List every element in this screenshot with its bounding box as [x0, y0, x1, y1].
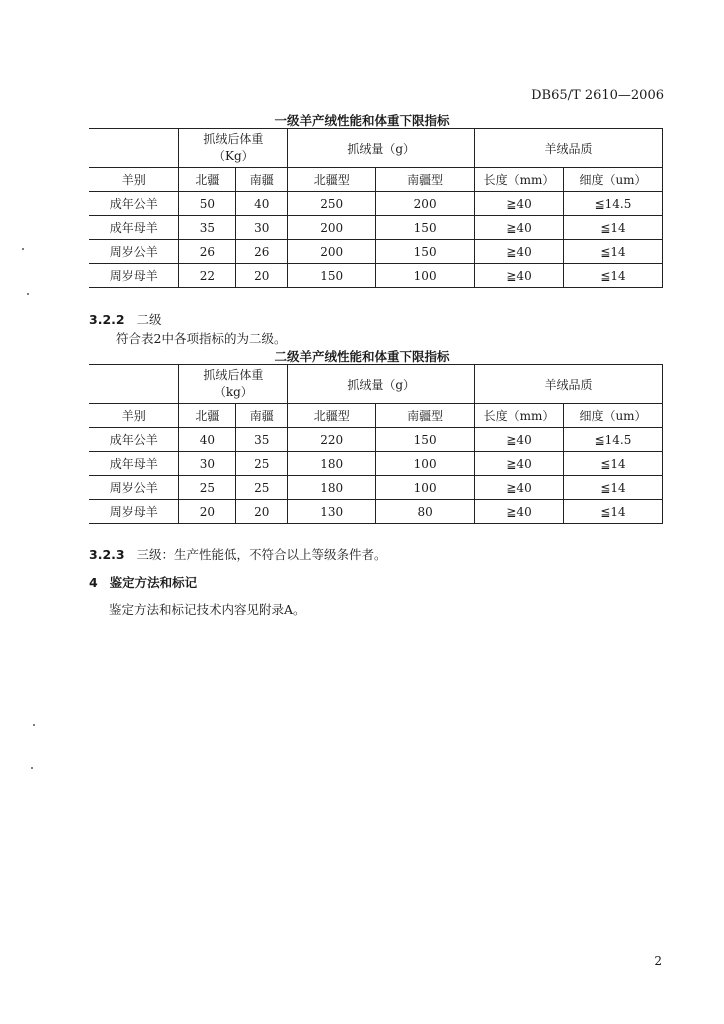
table-cell: 150 [376, 428, 475, 452]
section-title: 二级 [136, 312, 162, 327]
table-cell: 周岁母羊 [89, 264, 179, 288]
section-4-body: 鉴定方法和标记技术内容见附录A。 [109, 602, 306, 617]
page-number: 2 [654, 954, 662, 968]
section-body: 三级：生产性能低，不符合以上等级条件者。 [136, 547, 387, 562]
table1-quality-header: 羊绒品质 [475, 129, 663, 168]
table-cell: 80 [376, 500, 475, 524]
scan-speck [27, 293, 29, 295]
table-cell: 25 [179, 476, 236, 500]
table-cell: 40 [236, 192, 288, 216]
document-id: DB65/T 2610—2006 [531, 88, 664, 103]
table-cell: 20 [179, 500, 236, 524]
section-number: 3.2.3 [89, 547, 125, 562]
section-3-2-2-body: 符合表2中各项指标的为二级。 [116, 331, 287, 346]
table1-weight-header: 抓绒后体重 （Kg） [179, 129, 288, 168]
table2-subheader-row [89, 404, 663, 428]
table-row [89, 192, 663, 216]
table-cell: 30 [236, 216, 288, 240]
section-number: 4 [89, 575, 98, 590]
table2-col-header: 北疆型 [288, 404, 376, 428]
table-row [89, 240, 663, 264]
section-3-2-3 [89, 545, 387, 563]
table-cell: ≦14.5 [564, 428, 663, 452]
section-number: 3.2.2 [89, 312, 125, 327]
table-row [89, 500, 663, 524]
table2-col-header: 南疆 [236, 404, 288, 428]
scan-speck [31, 767, 33, 769]
table-cell: 26 [236, 240, 288, 264]
table-cell: 150 [288, 264, 376, 288]
table-cell: 130 [288, 500, 376, 524]
table-row [89, 264, 663, 288]
table-cell: 25 [236, 476, 288, 500]
table2-weight-header: 抓绒后体重 （kg） [179, 365, 288, 404]
table-cell: ≧40 [475, 240, 564, 264]
table-cell: 周岁母羊 [89, 500, 179, 524]
table-cell: 成年母羊 [89, 452, 179, 476]
table-cell: ≦14.5 [564, 192, 663, 216]
table-row [89, 216, 663, 240]
table-row [89, 452, 663, 476]
table1-col-header: 长度（mm） [475, 168, 564, 192]
table2-quality-header: 羊绒品质 [475, 365, 663, 404]
table-cell: 100 [376, 476, 475, 500]
table-cell: ≧40 [475, 264, 564, 288]
section-4-heading [89, 573, 197, 591]
table-cell: ≦14 [564, 240, 663, 264]
table-cell: 50 [179, 192, 236, 216]
table-cell: 成年母羊 [89, 216, 179, 240]
table1-col-header: 南疆 [236, 168, 288, 192]
section-title: 鉴定方法和标记 [109, 575, 198, 590]
table-cell: 100 [376, 452, 475, 476]
table-cell: 30 [179, 452, 236, 476]
table-cell: 220 [288, 428, 376, 452]
table-row [89, 476, 663, 500]
table-cell: ≦14 [564, 476, 663, 500]
table-cell: 22 [179, 264, 236, 288]
table-cell: 35 [179, 216, 236, 240]
table1-col-header: 北疆型 [288, 168, 376, 192]
table-cell: 100 [376, 264, 475, 288]
table-cell: 成年公羊 [89, 428, 179, 452]
table-cell: 180 [288, 476, 376, 500]
table1-col-header: 羊别 [89, 168, 179, 192]
table2 [89, 364, 663, 524]
table-cell: 200 [376, 192, 475, 216]
table2-col-header: 羊别 [89, 404, 179, 428]
table-row [89, 428, 663, 452]
table2-corner-cell [89, 365, 179, 404]
table-cell: 25 [236, 452, 288, 476]
scan-speck [22, 248, 24, 250]
table-cell: 40 [179, 428, 236, 452]
table-cell: ≧40 [475, 476, 564, 500]
section-3-2-2-heading [89, 310, 162, 328]
table2-col-header: 细度（um） [564, 404, 663, 428]
table-cell: ≧40 [475, 452, 564, 476]
table-cell: ≧40 [475, 428, 564, 452]
table-cell: ≧40 [475, 192, 564, 216]
table-cell: ≦14 [564, 500, 663, 524]
table-cell: 180 [288, 452, 376, 476]
table-cell: 26 [179, 240, 236, 264]
table-cell: 周岁公羊 [89, 240, 179, 264]
table-cell: 20 [236, 264, 288, 288]
table1-yield-header: 抓绒量（g） [288, 129, 475, 168]
table-cell: 周岁公羊 [89, 476, 179, 500]
table-cell: 20 [236, 500, 288, 524]
table-cell: ≦14 [564, 452, 663, 476]
table2-col-header: 北疆 [179, 404, 236, 428]
table-cell: ≦14 [564, 264, 663, 288]
table1-corner-cell [89, 129, 179, 168]
table2-title: 二级羊产绒性能和体重下限指标 [274, 349, 450, 364]
table-cell: ≦14 [564, 216, 663, 240]
table2-col-header: 长度（mm） [475, 404, 564, 428]
table1-col-header: 细度（um） [564, 168, 663, 192]
table-cell: 250 [288, 192, 376, 216]
table1-subheader-row [89, 168, 663, 192]
table2-yield-header: 抓绒量（g） [288, 365, 475, 404]
table-cell: ≧40 [475, 216, 564, 240]
table-cell: 150 [376, 240, 475, 264]
table1-col-header: 南疆型 [376, 168, 475, 192]
table-cell: ≧40 [475, 500, 564, 524]
table1-col-header: 北疆 [179, 168, 236, 192]
table1 [89, 128, 663, 288]
table-cell: 150 [376, 216, 475, 240]
table-cell: 35 [236, 428, 288, 452]
table-cell: 200 [288, 240, 376, 264]
table-cell: 成年公羊 [89, 192, 179, 216]
table1-title: 一级羊产绒性能和体重下限指标 [274, 113, 450, 128]
table-cell: 200 [288, 216, 376, 240]
table2-col-header: 南疆型 [376, 404, 475, 428]
scan-speck [33, 724, 35, 726]
